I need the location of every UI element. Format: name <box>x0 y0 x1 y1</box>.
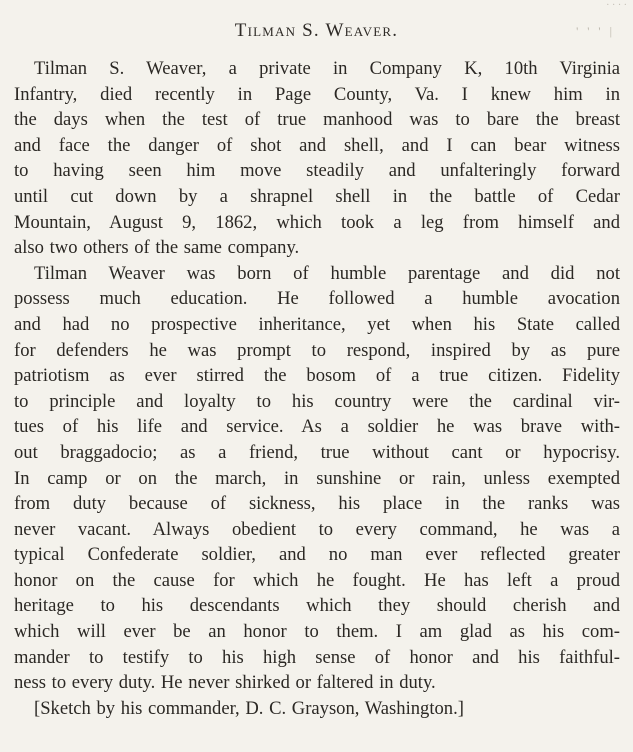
text-line: for defenders he was prompt to respond, inspired by as pure <box>14 339 620 361</box>
text-line: mander to testify to his high sense of honor and his faithful- <box>14 646 620 668</box>
attribution <box>14 696 620 722</box>
paragraph-2 <box>14 261 620 696</box>
text-line: until cut down by a shrapnel shell in the battle of Cedar <box>14 185 620 207</box>
text-line: possess much education. He followed a humble avocation <box>14 288 620 310</box>
text-line: typical Confederate soldier, and no man ever reflected greater <box>14 544 620 566</box>
text-line: and face the danger of shot and shell, and I can bear witness <box>14 134 620 156</box>
text-line: to principle and loyalty to his country were the cardinal vir- <box>14 390 620 412</box>
text-line: ness to every duty. He never shirked or faltered in duty. <box>14 672 436 694</box>
text-line: from duty because of sickness, his place in the ranks was <box>14 493 620 515</box>
corner-mark: ' ' ' | <box>576 24 615 38</box>
paragraph-1 <box>14 56 620 261</box>
corner-mark-top: · · · · <box>606 0 627 11</box>
text-line: Infantry, died recently in Page County, Va. I knew him in <box>14 83 620 105</box>
text-line: Tilman S. Weaver, a private in Company K, 10th Virginia <box>34 58 620 79</box>
text-line: and had no prospective inheritance, yet when his State called <box>14 313 620 335</box>
text-line: Tilman Weaver was born of humble parentage and did not <box>34 262 620 284</box>
text-line: the days when the test of true manhood was to bare the breast <box>14 109 620 131</box>
text-line: honor on the cause for which he fought. He has left a proud <box>14 569 620 591</box>
text-line: In camp or on the march, in sunshine or rain, unless exempted <box>14 467 620 489</box>
text-line: never vacant. Always obedient to every command, he was a <box>14 518 620 540</box>
text-line: heritage to his descendants which they should cherish and <box>14 595 620 617</box>
attribution-line: [Sketch by his commander, D. C. Grayson, Washington.] <box>34 697 464 719</box>
text-line: out braggadocio; as a friend, true without cant or hypocrisy. <box>14 441 620 463</box>
text-line: patriotism as ever stirred the bosom of a true citizen. Fidelity <box>14 365 620 387</box>
article-title: Tilman S. Weaver. <box>234 20 399 41</box>
text-line: also two others of the same company. <box>14 237 300 259</box>
text-line: to having seen him move steadily and unfalteringly forward <box>14 160 620 182</box>
text-line: tues of his life and service. As a soldier he was brave with- <box>14 416 620 438</box>
article-body <box>14 56 620 721</box>
text-line: which will ever be an honor to them. I am glad as his com- <box>14 621 620 643</box>
text-line: Mountain, August 9, 1862, which took a leg from himself and <box>14 211 620 233</box>
